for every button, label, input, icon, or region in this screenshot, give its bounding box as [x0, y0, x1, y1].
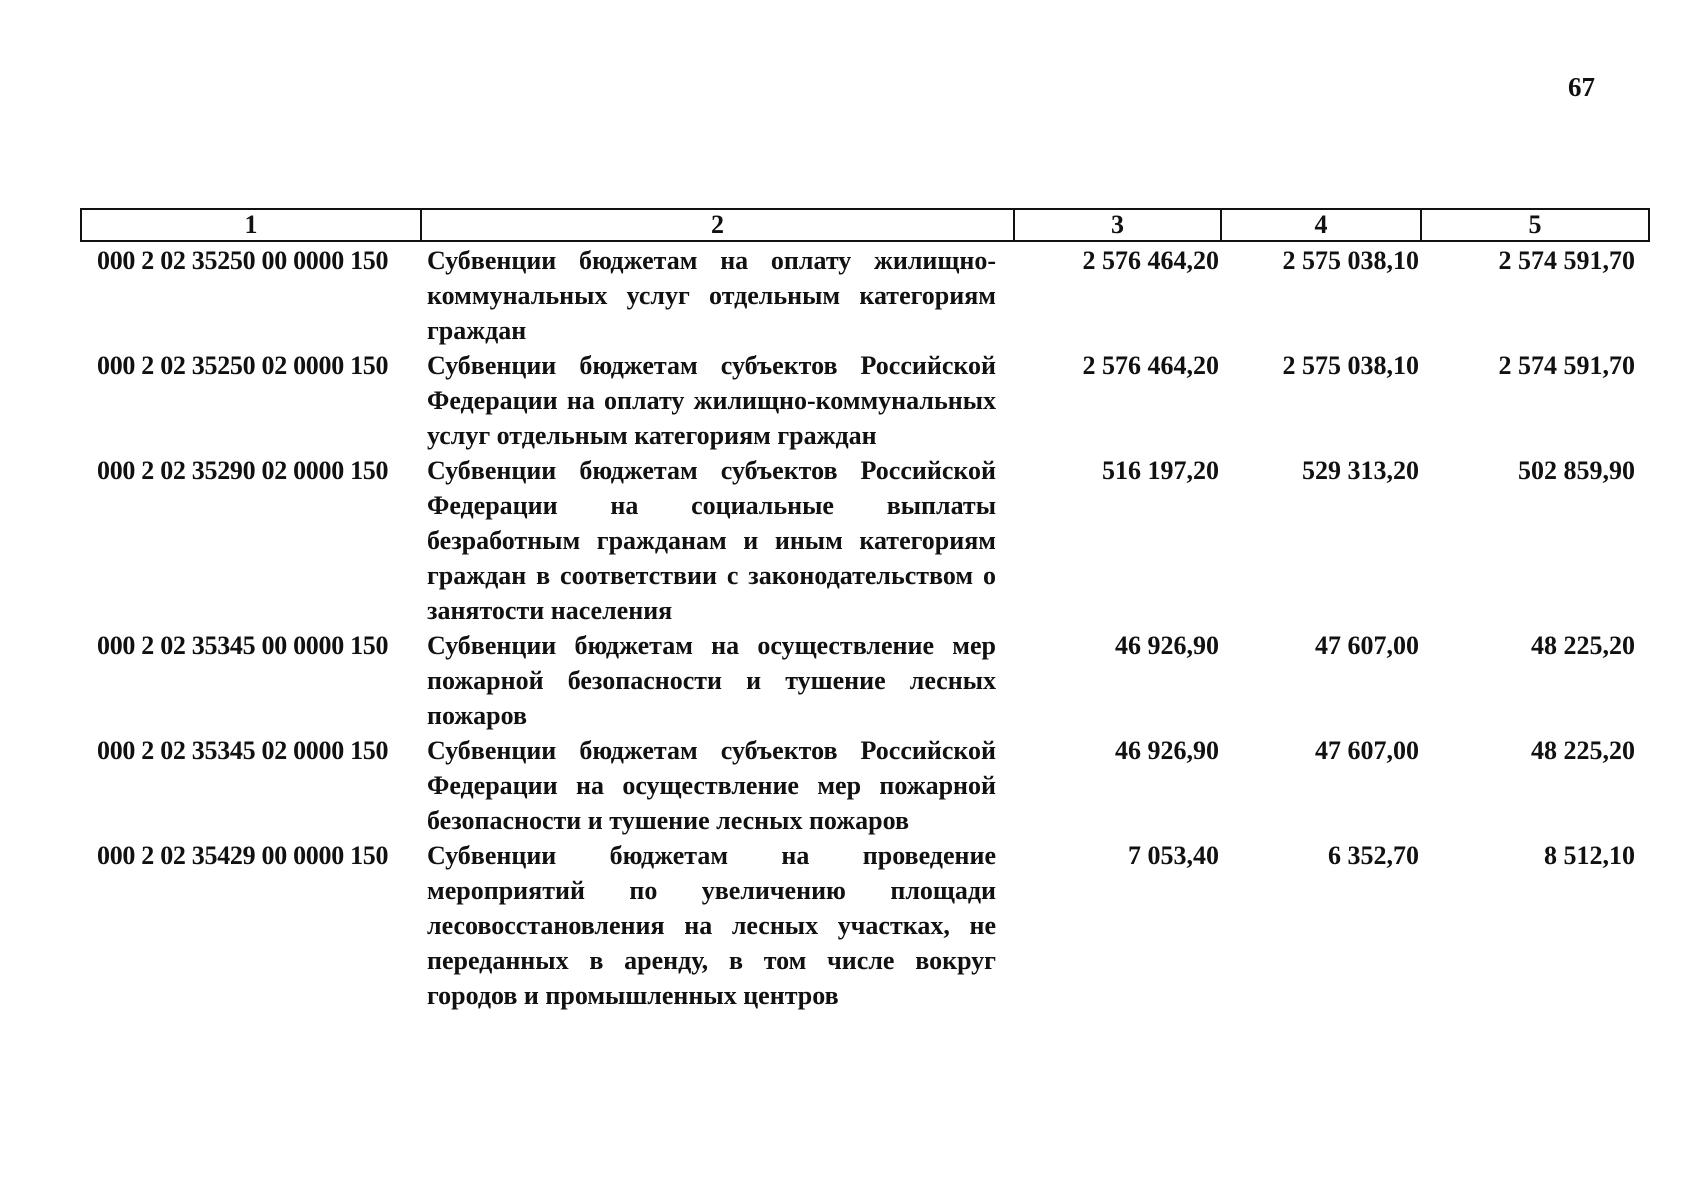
amount-col-5: 48 225,20	[1531, 631, 1635, 660]
amount-col-4: 2 575 038,10	[1282, 246, 1419, 275]
table-row	[81, 733, 1649, 838]
budget-item-name: Субвенции бюджетам на проведение мероприятий по увеличению площади лесовосстановления на лесных участках, не переданных в аренду, в том числе вокруг городов и промышленных центров	[427, 841, 996, 1010]
amount-col-3: 2 576 464,20	[1082, 246, 1219, 275]
amount-col-4: 6 352,70	[1328, 841, 1419, 870]
budget-item-name: Субвенции бюджетам субъектов Российской Федерации на осуществление мер пожарной безопасности и тушение лесных пожаров	[427, 736, 996, 835]
table-header	[81, 209, 1649, 241]
budget-item-name: Субвенции бюджетам субъектов Российской Федерации на оплату жилищно-коммунальных услуг отдельным категориям граждан	[427, 351, 996, 450]
page-number: 67	[1568, 72, 1595, 102]
budget-code: 000 2 02 35429 00 0000 150	[97, 841, 389, 870]
amount-col-3: 7 053,40	[1128, 841, 1219, 870]
budget-code: 000 2 02 35250 02 0000 150	[97, 351, 389, 380]
amount-col-5: 2 574 591,70	[1498, 351, 1635, 380]
amount-col-3: 516 197,20	[1102, 456, 1219, 485]
header-col-3: 3	[1014, 209, 1221, 241]
table-body	[81, 241, 1649, 1013]
table-row	[81, 241, 1649, 348]
header-col-1: 1	[81, 209, 421, 241]
header-row	[81, 209, 1649, 241]
table-row	[81, 453, 1649, 628]
table-row	[81, 348, 1649, 453]
amount-col-5: 502 859,90	[1518, 456, 1635, 485]
budget-item-name: Субвенции бюджетам субъектов Российской Федерации на социальные выплаты безработным гражданам и иным категориям граждан в соответствии с законодательством о занятости населения	[427, 456, 996, 625]
budget-table	[80, 208, 1650, 1013]
amount-col-5: 8 512,10	[1544, 841, 1635, 870]
amount-col-3: 46 926,90	[1115, 631, 1219, 660]
budget-code: 000 2 02 35345 00 0000 150	[97, 631, 389, 660]
table-row	[81, 838, 1649, 1013]
amount-col-4: 2 575 038,10	[1282, 351, 1419, 380]
budget-code: 000 2 02 35345 02 0000 150	[97, 736, 389, 765]
amount-col-3: 2 576 464,20	[1082, 351, 1219, 380]
amount-col-4: 47 607,00	[1315, 736, 1419, 765]
header-col-2: 2	[421, 209, 1014, 241]
table-row	[81, 628, 1649, 733]
amount-col-3: 46 926,90	[1115, 736, 1219, 765]
amount-col-4: 47 607,00	[1315, 631, 1419, 660]
budget-code: 000 2 02 35290 02 0000 150	[97, 456, 389, 485]
amount-col-5: 48 225,20	[1531, 736, 1635, 765]
header-col-5: 5	[1421, 209, 1649, 241]
amount-col-5: 2 574 591,70	[1498, 246, 1635, 275]
budget-item-name: Субвенции бюджетам на оплату жилищно-коммунальных услуг отдельным категориям граждан	[427, 246, 996, 345]
budget-code: 000 2 02 35250 00 0000 150	[97, 246, 389, 275]
budget-item-name: Субвенции бюджетам на осуществление мер пожарной безопасности и тушение лесных пожаров	[427, 631, 996, 730]
amount-col-4: 529 313,20	[1302, 456, 1419, 485]
header-col-4: 4	[1221, 209, 1421, 241]
